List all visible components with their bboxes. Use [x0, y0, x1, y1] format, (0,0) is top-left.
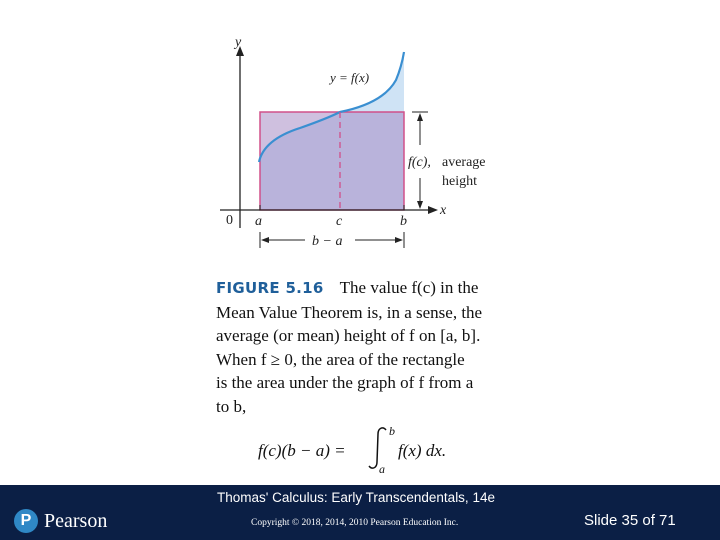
- average-height-rectangle: [260, 112, 404, 210]
- book-title: Thomas' Calculus: Early Transcendentals, 14e: [217, 490, 495, 505]
- width-label: b − a: [312, 234, 343, 249]
- width-marker-arrow-right: [395, 237, 403, 243]
- a-label: a: [255, 214, 262, 229]
- caption-line-4: When f ≥ 0, the area of the rectangle: [216, 349, 465, 369]
- figure-caption: [216, 276, 516, 418]
- pearson-logo: [14, 509, 107, 533]
- integral-lower-limit: a: [379, 462, 385, 476]
- height-label: height: [442, 174, 477, 189]
- average-label: average: [442, 155, 486, 170]
- y-axis-label: y: [235, 35, 242, 50]
- curve-label: y = f(x): [330, 70, 370, 85]
- formula-lhs: f(c)(b − a) =: [258, 441, 346, 460]
- origin-label: 0: [226, 213, 233, 228]
- caption-line-3: average (or mean) height of f on [a, b].: [216, 326, 481, 345]
- integral-upper-limit: b: [389, 424, 395, 438]
- formula-integrand: f(x) dx.: [398, 441, 447, 460]
- height-marker-arrow-down: [417, 201, 423, 209]
- caption-line-5: is the area under the graph of f from a: [216, 373, 474, 392]
- pearson-logo-icon: P: [14, 509, 38, 533]
- b-label: b: [400, 214, 407, 229]
- copyright-notice: Copyright © 2018, 2014, 2010 Pearson Education Inc.: [251, 518, 459, 528]
- width-marker-arrow-left: [261, 237, 269, 243]
- slide-number: Slide 35 of 71: [584, 512, 676, 529]
- x-axis-label: x: [440, 203, 447, 218]
- figure-number: FIGURE 5.16: [216, 279, 324, 297]
- integral-formula: [0, 420, 720, 480]
- height-marker-arrow-up: [417, 113, 423, 121]
- pearson-logo-text: Pearson: [44, 509, 108, 532]
- caption-line-1: The value f(c) in the: [339, 278, 479, 297]
- x-axis-arrow: [428, 206, 438, 214]
- c-label: c: [336, 214, 343, 229]
- caption-line-6: to b,: [216, 396, 247, 416]
- caption-line-2: Mean Value Theorem is, in a sense, the: [216, 302, 483, 322]
- fc-label: f(c),: [408, 155, 431, 170]
